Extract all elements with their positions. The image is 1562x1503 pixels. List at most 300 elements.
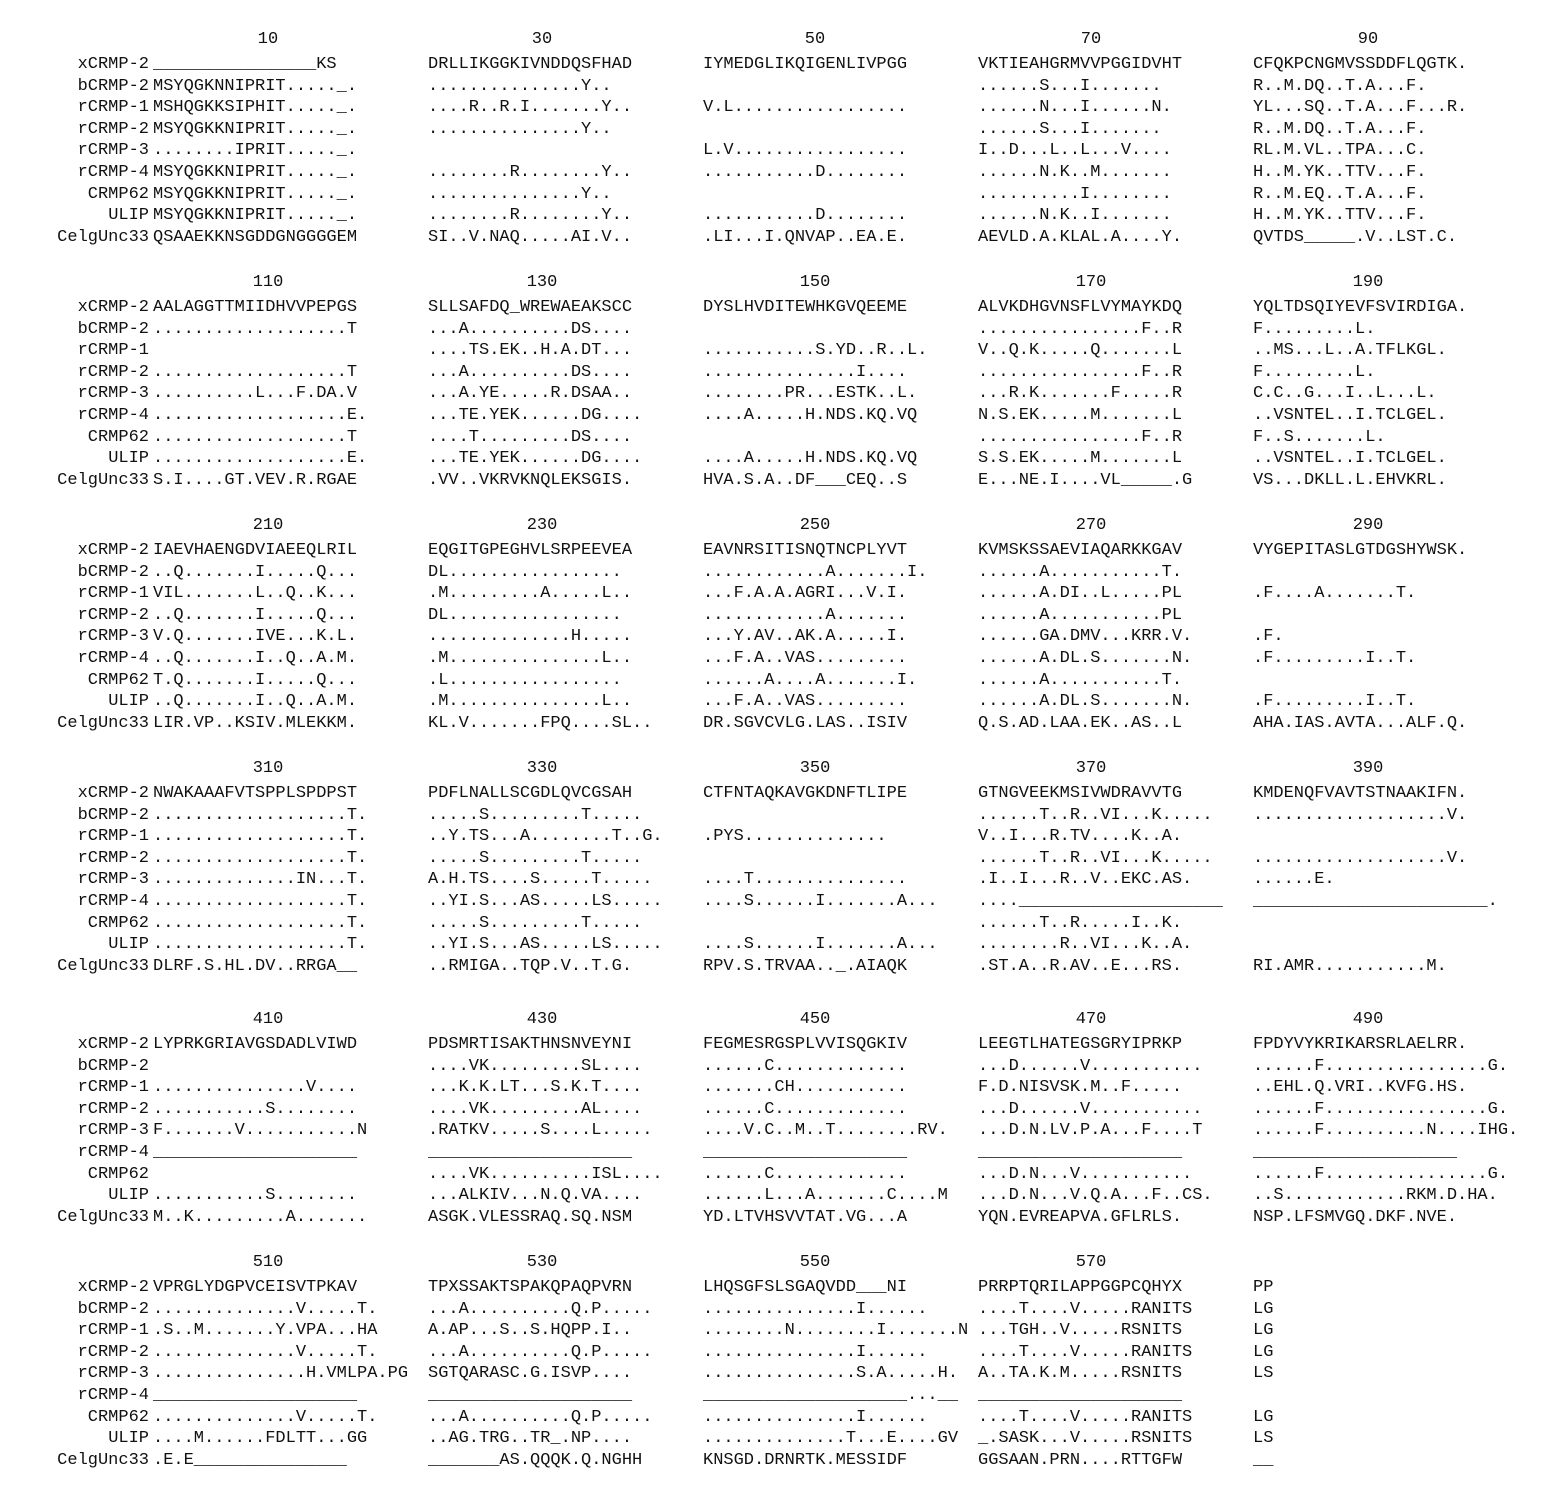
sequence-name: rCRMP-4 bbox=[77, 648, 149, 668]
sequence-segment: ...........S........ bbox=[153, 1099, 358, 1119]
sequence-row bbox=[0, 648, 1562, 670]
sequence-segment: ...............S.A.....H. bbox=[703, 1364, 959, 1384]
alignment-block bbox=[0, 30, 1562, 248]
sequence-segment: ......A....A.......I. bbox=[703, 670, 918, 690]
sequence-segment: ....VK.........AL.... bbox=[428, 1099, 643, 1119]
sequence-segment: LYPRKGRIAVGSDADLVIWD bbox=[153, 1035, 358, 1054]
sequence-segment: V.Q.......IVE...K.L. bbox=[153, 627, 358, 647]
sequence-segment: F.D.NISVSK.M..F..... bbox=[978, 1078, 1183, 1098]
sequence-segment: __ bbox=[1253, 1450, 1274, 1470]
sequence-row bbox=[0, 383, 1562, 405]
sequence-segment: ......C............. bbox=[703, 1056, 908, 1076]
position-tick: 190 bbox=[1352, 273, 1384, 292]
sequence-segment: LS bbox=[1253, 1429, 1274, 1449]
sequence-row bbox=[0, 913, 1562, 935]
sequence-segment: ......N...I......N. bbox=[978, 98, 1172, 118]
sequence-segment: AHA.IAS.AVTA...ALF.Q. bbox=[1253, 713, 1468, 733]
sequence-segment: .......CH........... bbox=[703, 1078, 908, 1098]
position-tick: 410 bbox=[252, 1010, 284, 1029]
sequence-segment: ......F..........N....IHG. bbox=[1253, 1121, 1519, 1141]
sequence-name: xCRMP-2 bbox=[77, 1278, 149, 1297]
sequence-row bbox=[0, 1034, 1562, 1056]
position-tick: 170 bbox=[1075, 273, 1107, 292]
sequence-segment: ..RMIGA..TQP.V..T.G. bbox=[428, 956, 633, 976]
sequence-segment: FPDYVYKRIKARSRLAELRR. bbox=[1253, 1035, 1468, 1054]
sequence-segment: ..Q.......I.....Q... bbox=[153, 562, 358, 582]
position-tick: 450 bbox=[799, 1010, 831, 1029]
sequence-segment: ...................T. bbox=[153, 891, 368, 911]
sequence-row bbox=[0, 540, 1562, 562]
sequence-segment: ...A..........Q.P..... bbox=[428, 1342, 653, 1362]
sequence-segment: F.......V...........N bbox=[153, 1121, 368, 1141]
sequence-segment: DL................. bbox=[428, 562, 622, 582]
sequence-segment: EAVNRSITISNQTNCPLYVT bbox=[703, 541, 908, 560]
sequence-segment: S.S.EK.....M.......L bbox=[978, 449, 1183, 469]
sequence-segment: ....VK.........SL.... bbox=[428, 1056, 643, 1076]
sequence-name: xCRMP-2 bbox=[77, 784, 149, 803]
sequence-segment: ......T..R..VI...K..... bbox=[978, 848, 1213, 868]
position-tick: 430 bbox=[526, 1010, 558, 1029]
sequence-segment: .M...............L.. bbox=[428, 648, 633, 668]
sequence-segment: PRRPTQRILAPPGGPCQHYX bbox=[978, 1278, 1183, 1297]
sequence-row bbox=[0, 1099, 1562, 1121]
sequence-segment: Q.S.AD.LAA.EK..AS..L bbox=[978, 713, 1183, 733]
sequence-segment: ...................V. bbox=[1253, 848, 1468, 868]
sequence-name: ULIP bbox=[108, 1429, 149, 1449]
sequence-row bbox=[0, 427, 1562, 449]
alignment-block bbox=[0, 759, 1562, 977]
sequence-row bbox=[0, 1342, 1562, 1364]
sequence-segment: IYMEDGLIKQIGENLIVPGG bbox=[703, 55, 908, 74]
sequence-segment: ......A.DL.S.......N. bbox=[978, 648, 1193, 668]
sequence-name: ULIP bbox=[108, 935, 149, 955]
sequence-name: ULIP bbox=[108, 206, 149, 226]
position-tick: 350 bbox=[799, 759, 831, 778]
sequence-name: rCRMP-2 bbox=[77, 119, 149, 139]
position-tick: 550 bbox=[799, 1253, 831, 1272]
sequence-segment: ...............I...... bbox=[703, 1342, 928, 1362]
sequence-segment: GTNGVEEKMSIVWDRAVVTG bbox=[978, 784, 1183, 803]
sequence-name: ULIP bbox=[108, 1186, 149, 1206]
sequence-name: rCRMP-2 bbox=[77, 605, 149, 625]
sequence-segment: ..Q.......I.....Q... bbox=[153, 605, 358, 625]
sequence-segment: ......N.K..I....... bbox=[978, 206, 1172, 226]
position-tick: 310 bbox=[252, 759, 284, 778]
sequence-segment: ....TS.EK..H.A.DT... bbox=[428, 341, 633, 361]
sequence-name: rCRMP-1 bbox=[77, 341, 149, 361]
sequence-segment: YQLTDSQIYEVFSVIRDIGA. bbox=[1253, 298, 1468, 317]
sequence-row bbox=[0, 184, 1562, 206]
sequence-segment: I..D...L..L...V.... bbox=[978, 141, 1172, 161]
position-tick: 30 bbox=[531, 30, 553, 49]
sequence-segment: ...TE.YEK......DG.... bbox=[428, 405, 643, 425]
sequence-segment: ...............I...... bbox=[703, 1299, 928, 1319]
sequence-segment: ..YI.S...AS.....LS..... bbox=[428, 935, 663, 955]
sequence-segment: ........N........I.......N bbox=[703, 1321, 969, 1341]
sequence-row bbox=[0, 54, 1562, 76]
position-ruler bbox=[0, 273, 1562, 297]
sequence-segment: MSYQGKKNIPRIT....._. bbox=[153, 206, 358, 226]
sequence-name: rCRMP-2 bbox=[77, 1342, 149, 1362]
sequence-row bbox=[0, 76, 1562, 98]
sequence-segment: .F.........I..T. bbox=[1253, 692, 1417, 712]
sequence-segment: RI.AMR...........M. bbox=[1253, 956, 1447, 976]
sequence-name: xCRMP-2 bbox=[77, 55, 149, 74]
sequence-segment: .PYS.............. bbox=[703, 827, 887, 847]
sequence-segment: ..............H..... bbox=[428, 627, 633, 647]
sequence-row bbox=[0, 670, 1562, 692]
sequence-segment: KMDENQFVAVTSTNAAKIFN. bbox=[1253, 784, 1468, 803]
sequence-segment: PDSMRTISAKTHNSNVEYNI bbox=[428, 1035, 633, 1054]
sequence-segment: V..Q.K.....Q.......L bbox=[978, 341, 1183, 361]
sequence-name: rCRMP-3 bbox=[77, 1121, 149, 1141]
sequence-segment: LG bbox=[1253, 1342, 1274, 1362]
sequence-row bbox=[0, 1056, 1562, 1078]
sequence-row bbox=[0, 340, 1562, 362]
sequence-segment: ...........S........ bbox=[153, 1186, 358, 1206]
sequence-row bbox=[0, 562, 1562, 584]
sequence-segment: .VV..VKRVKNQLEKSGIS. bbox=[428, 470, 633, 490]
sequence-segment: ...............Y.. bbox=[428, 119, 612, 139]
sequence-segment: .ST.A..R.AV..E...RS. bbox=[978, 956, 1183, 976]
sequence-name: CelgUnc33 bbox=[57, 1207, 149, 1227]
sequence-segment: ...........D........ bbox=[703, 162, 908, 182]
sequence-segment: DRLLIKGGKIVNDDQSFHAD bbox=[428, 55, 633, 74]
sequence-row bbox=[0, 362, 1562, 384]
alignment-block bbox=[0, 1253, 1562, 1471]
sequence-name: bCRMP-2 bbox=[77, 562, 149, 582]
sequence-segment: VIL.......L..Q..K... bbox=[153, 584, 358, 604]
sequence-segment: ...............V.... bbox=[153, 1078, 358, 1098]
position-tick: 370 bbox=[1075, 759, 1107, 778]
sequence-segment: LHQSGFSLSGAQVDD___NI bbox=[703, 1278, 908, 1297]
sequence-row bbox=[0, 162, 1562, 184]
sequence-name: rCRMP-3 bbox=[77, 141, 149, 161]
sequence-segment: R..M.DQ..T.A...F. bbox=[1253, 76, 1427, 96]
sequence-row bbox=[0, 605, 1562, 627]
sequence-segment: ...F.A.A.AGRI...V.I. bbox=[703, 584, 908, 604]
sequence-segment: ..........L...F.DA.V bbox=[153, 384, 358, 404]
sequence-segment: ..Y.TS...A........T..G. bbox=[428, 827, 663, 847]
sequence-segment: ____________________ bbox=[428, 1385, 633, 1405]
sequence-segment: H..M.YK..TTV...F. bbox=[1253, 206, 1427, 226]
sequence-row bbox=[0, 1185, 1562, 1207]
sequence-segment: R..M.DQ..T.A...F. bbox=[1253, 119, 1427, 139]
sequence-segment: YQN.EVREAPVA.GFLRLS. bbox=[978, 1207, 1183, 1227]
sequence-segment: N.S.EK.....M.......L bbox=[978, 405, 1183, 425]
sequence-segment: ......A...........T. bbox=[978, 670, 1183, 690]
sequence-segment: ..............T...E....GV bbox=[703, 1429, 959, 1449]
sequence-segment: ..VSNTEL..I.TCLGEL. bbox=[1253, 449, 1447, 469]
sequence-segment: FEGMESRGSPLVVISQGKIV bbox=[703, 1035, 908, 1054]
sequence-segment: ...................T bbox=[153, 362, 358, 382]
sequence-name: CRMP62 bbox=[87, 1407, 149, 1427]
sequence-segment: IAEVHAENGDVIAEEQLRIL bbox=[153, 541, 358, 560]
sequence-name: rCRMP-1 bbox=[77, 827, 149, 847]
sequence-segment: R..M.EQ..T.A...F. bbox=[1253, 184, 1427, 204]
sequence-segment: ..MS...L..A.TFLKGL. bbox=[1253, 341, 1447, 361]
sequence-segment: DLRF.S.HL.DV..RRGA__ bbox=[153, 956, 358, 976]
sequence-segment: PDFLNALLSCGDLQVCGSAH bbox=[428, 784, 633, 803]
sequence-segment: ...............H.VMLPA.PG bbox=[153, 1364, 409, 1384]
sequence-segment: ..............V.....T. bbox=[153, 1299, 378, 1319]
sequence-row bbox=[0, 297, 1562, 319]
position-tick: 230 bbox=[526, 516, 558, 535]
sequence-segment: ......C............. bbox=[703, 1164, 908, 1184]
sequence-segment: ...A..........DS.... bbox=[428, 319, 633, 339]
sequence-row bbox=[0, 1077, 1562, 1099]
sequence-segment: ......GA.DMV...KRR.V. bbox=[978, 627, 1193, 647]
sequence-segment: .F.........I..T. bbox=[1253, 648, 1417, 668]
sequence-row bbox=[0, 1428, 1562, 1450]
sequence-row bbox=[0, 956, 1562, 978]
sequence-segment: LEEGTLHATEGSGRYIPRKP bbox=[978, 1035, 1183, 1054]
sequence-segment: A.AP...S..S.HQPP.I.. bbox=[428, 1321, 633, 1341]
sequence-segment: EQGITGPEGHVLSRPEEVEA bbox=[428, 541, 633, 560]
sequence-row bbox=[0, 97, 1562, 119]
sequence-segment: ...............I.... bbox=[703, 362, 908, 382]
sequence-row bbox=[0, 1207, 1562, 1229]
position-tick: 290 bbox=[1352, 516, 1384, 535]
sequence-name: CRMP62 bbox=[87, 913, 149, 933]
sequence-segment: LIR.VP..KSIV.MLEKKM. bbox=[153, 713, 358, 733]
sequence-segment: ......F................G. bbox=[1253, 1056, 1509, 1076]
sequence-segment: RPV.S.TRVAA.._.AIAQK bbox=[703, 956, 908, 976]
sequence-segment: LG bbox=[1253, 1299, 1274, 1319]
sequence-segment: SI..V.NAQ.....AI.V.. bbox=[428, 227, 633, 247]
sequence-segment: L.V................. bbox=[703, 141, 908, 161]
sequence-segment: H..M.YK..TTV...F. bbox=[1253, 162, 1427, 182]
sequence-segment: A.H.TS....S.....T..... bbox=[428, 870, 653, 890]
sequence-segment: MSYQGKKNIPRIT....._. bbox=[153, 184, 358, 204]
sequence-row bbox=[0, 691, 1562, 713]
sequence-segment: C.C..G...I..L...L. bbox=[1253, 384, 1437, 404]
sequence-row bbox=[0, 405, 1562, 427]
sequence-segment: ...................V. bbox=[1253, 805, 1468, 825]
sequence-segment: ALVKDHGVNSFLVYMAYKDQ bbox=[978, 298, 1183, 317]
sequence-segment: ...A..........Q.P..... bbox=[428, 1299, 653, 1319]
sequence-segment: ...................E. bbox=[153, 405, 368, 425]
position-tick: 250 bbox=[799, 516, 831, 535]
sequence-segment: E...NE.I....VL_____.G bbox=[978, 470, 1193, 490]
sequence-name: CRMP62 bbox=[87, 184, 149, 204]
sequence-segment: AEVLD.A.KLAL.A....Y. bbox=[978, 227, 1183, 247]
sequence-segment: MSHQGKKSIPHIT....._. bbox=[153, 98, 358, 118]
sequence-segment: ..............V.....T. bbox=[153, 1407, 378, 1427]
sequence-row bbox=[0, 1120, 1562, 1142]
sequence-segment: ...D.N...V........... bbox=[978, 1164, 1193, 1184]
sequence-segment: ...TE.YEK......DG.... bbox=[428, 449, 643, 469]
sequence-segment: ..YI.S...AS.....LS..... bbox=[428, 891, 663, 911]
position-tick: 110 bbox=[252, 273, 284, 292]
alignment-block bbox=[0, 273, 1562, 491]
position-tick: 270 bbox=[1075, 516, 1107, 535]
sequence-segment: ...A.YE.....R.DSAA.. bbox=[428, 384, 633, 404]
sequence-segment: ASGK.VLESSRAQ.SQ.NSM bbox=[428, 1207, 633, 1227]
sequence-segment: ...................T. bbox=[153, 935, 368, 955]
sequence-segment: LG bbox=[1253, 1407, 1274, 1427]
sequence-row bbox=[0, 626, 1562, 648]
position-ruler bbox=[0, 30, 1562, 54]
sequence-segment: ....A.....H.NDS.KQ.VQ bbox=[703, 405, 918, 425]
sequence-segment: ......F................G. bbox=[1253, 1164, 1509, 1184]
sequence-segment: _______AS.QQQK.Q.NGHH bbox=[428, 1450, 643, 1470]
sequence-segment: V..I...R.TV....K..A. bbox=[978, 827, 1183, 847]
sequence-name: bCRMP-2 bbox=[77, 319, 149, 339]
sequence-segment: .RATKV.....S....L..... bbox=[428, 1121, 653, 1141]
sequence-segment: ......L...A.......C....M bbox=[703, 1186, 948, 1206]
position-tick: 470 bbox=[1075, 1010, 1107, 1029]
sequence-segment: .E.E_______________ bbox=[153, 1450, 347, 1470]
sequence-row bbox=[0, 713, 1562, 735]
sequence-segment: ...R.K.......F.....R bbox=[978, 384, 1183, 404]
position-tick: 530 bbox=[526, 1253, 558, 1272]
sequence-segment: M..K.........A....... bbox=[153, 1207, 368, 1227]
sequence-segment: .....S.........T..... bbox=[428, 805, 643, 825]
position-tick: 70 bbox=[1080, 30, 1102, 49]
sequence-segment: ____________________ bbox=[978, 1385, 1183, 1405]
sequence-segment: ..S............RKM.D.HA. bbox=[1253, 1186, 1498, 1206]
sequence-row bbox=[0, 869, 1562, 891]
sequence-segment: ........PR...ESTK..L. bbox=[703, 384, 918, 404]
sequence-segment: ....T....V.....RANITS bbox=[978, 1342, 1193, 1362]
position-tick: 150 bbox=[799, 273, 831, 292]
sequence-segment: S.I....GT.VEV.R.RGAE bbox=[153, 470, 358, 490]
sequence-name: CelgUnc33 bbox=[57, 1450, 149, 1470]
sequence-segment: ............A....... bbox=[703, 605, 908, 625]
sequence-segment: ................F..R bbox=[978, 362, 1183, 382]
sequence-segment: ........R..VI...K..A. bbox=[978, 935, 1193, 955]
sequence-segment: .LI...I.QNVAP..EA.E. bbox=[703, 227, 908, 247]
sequence-segment: PP bbox=[1253, 1278, 1274, 1297]
sequence-name: rCRMP-2 bbox=[77, 848, 149, 868]
sequence-row bbox=[0, 1299, 1562, 1321]
sequence-segment: QVTDS_____.V..LST.C. bbox=[1253, 227, 1458, 247]
sequence-segment: .L................. bbox=[428, 670, 622, 690]
sequence-segment: ...K.K.LT...S.K.T.... bbox=[428, 1078, 643, 1098]
sequence-segment: ...................T. bbox=[153, 805, 368, 825]
sequence-segment: ..............IN...T. bbox=[153, 870, 368, 890]
sequence-segment: ....T.........DS.... bbox=[428, 427, 633, 447]
sequence-name: bCRMP-2 bbox=[77, 1299, 149, 1319]
position-ruler bbox=[0, 759, 1562, 783]
sequence-segment: ........R........Y.. bbox=[428, 162, 633, 182]
sequence-segment: ......T..R..VI...K..... bbox=[978, 805, 1213, 825]
sequence-segment: .S..M.......Y.VPA...HA bbox=[153, 1321, 378, 1341]
sequence-segment: KVMSKSSAEVIAQARKKGAV bbox=[978, 541, 1183, 560]
sequence-name: xCRMP-2 bbox=[77, 298, 149, 317]
sequence-segment: ...Y.AV..AK.A.....I. bbox=[703, 627, 908, 647]
sequence-row bbox=[0, 205, 1562, 227]
sequence-segment: MSYQGKNNIPRIT....._. bbox=[153, 76, 358, 96]
sequence-row bbox=[0, 140, 1562, 162]
sequence-segment: ....____________________ bbox=[978, 891, 1223, 911]
sequence-segment: ________________KS bbox=[153, 55, 337, 74]
sequence-segment: ____________________ bbox=[153, 1385, 358, 1405]
sequence-segment: ...D.N.LV.P.A...F....T bbox=[978, 1121, 1203, 1141]
sequence-row bbox=[0, 227, 1562, 249]
sequence-segment: .M...............L.. bbox=[428, 692, 633, 712]
sequence-segment: ...............Y.. bbox=[428, 76, 612, 96]
sequence-row bbox=[0, 891, 1562, 913]
sequence-segment: GGSAAN.PRN....RTTGFW bbox=[978, 1450, 1183, 1470]
sequence-name: CelgUnc33 bbox=[57, 713, 149, 733]
sequence-row bbox=[0, 783, 1562, 805]
sequence-segment: ...A..........DS.... bbox=[428, 362, 633, 382]
position-ruler bbox=[0, 516, 1562, 540]
sequence-segment: ..VSNTEL..I.TCLGEL. bbox=[1253, 405, 1447, 425]
sequence-segment: SLLSAFDQ_WREWAEAKSCC bbox=[428, 298, 633, 317]
sequence-segment: ...D......V........... bbox=[978, 1056, 1203, 1076]
sequence-segment: ____________________ bbox=[428, 1142, 633, 1162]
sequence-name: rCRMP-3 bbox=[77, 1364, 149, 1384]
sequence-row bbox=[0, 448, 1562, 470]
sequence-name: bCRMP-2 bbox=[77, 1056, 149, 1076]
position-tick: 10 bbox=[257, 30, 279, 49]
sequence-segment: ...................T. bbox=[153, 827, 368, 847]
position-tick: 510 bbox=[252, 1253, 284, 1272]
sequence-row bbox=[0, 1320, 1562, 1342]
sequence-segment: ____________________ bbox=[703, 1142, 908, 1162]
sequence-segment: LG bbox=[1253, 1321, 1274, 1341]
sequence-segment: ...........S.YD..R..L. bbox=[703, 341, 928, 361]
sequence-row bbox=[0, 826, 1562, 848]
sequence-row bbox=[0, 583, 1562, 605]
sequence-segment: ....T....V.....RANITS bbox=[978, 1299, 1193, 1319]
sequence-row bbox=[0, 319, 1562, 341]
sequence-segment: ....S......I.......A... bbox=[703, 891, 938, 911]
sequence-segment: ...F.A..VAS......... bbox=[703, 692, 908, 712]
position-tick: 490 bbox=[1352, 1010, 1384, 1029]
sequence-segment: ......F................G. bbox=[1253, 1099, 1509, 1119]
position-tick: 90 bbox=[1357, 30, 1379, 49]
sequence-segment: ................F..R bbox=[978, 427, 1183, 447]
sequence-segment: ...................T bbox=[153, 427, 358, 447]
sequence-name: CRMP62 bbox=[87, 427, 149, 447]
sequence-name: CRMP62 bbox=[87, 1164, 149, 1184]
sequence-name: xCRMP-2 bbox=[77, 1035, 149, 1054]
sequence-segment: VPRGLYDGPVCEISVTPKAV bbox=[153, 1278, 358, 1297]
sequence-segment: TPXSSAKTSPAKQPAQPVRN bbox=[428, 1278, 633, 1297]
sequence-segment: ...............Y.. bbox=[428, 184, 612, 204]
sequence-segment: ....S......I.......A... bbox=[703, 935, 938, 955]
sequence-segment: ......A...........T. bbox=[978, 562, 1183, 582]
sequence-name: rCRMP-1 bbox=[77, 98, 149, 118]
sequence-row bbox=[0, 119, 1562, 141]
sequence-segment: ......A.DI..L.....PL bbox=[978, 584, 1183, 604]
sequence-segment: ____________________ bbox=[153, 1142, 358, 1162]
sequence-segment: HVA.S.A..DF___CEQ..S bbox=[703, 470, 908, 490]
sequence-segment: DYSLHVDITEWHKGVQEEME bbox=[703, 298, 908, 317]
sequence-row bbox=[0, 848, 1562, 870]
sequence-segment: NSP.LFSMVGQ.DKF.NVE. bbox=[1253, 1207, 1458, 1227]
sequence-segment: KNSGD.DRNRTK.MESSIDF bbox=[703, 1450, 908, 1470]
sequence-segment: ......S...I....... bbox=[978, 76, 1162, 96]
sequence-segment: ........IPRIT....._. bbox=[153, 141, 358, 161]
position-tick: 330 bbox=[526, 759, 558, 778]
sequence-segment: ......T..R.....I..K. bbox=[978, 913, 1183, 933]
sequence-segment: F..S.......L. bbox=[1253, 427, 1386, 447]
sequence-name: rCRMP-1 bbox=[77, 1321, 149, 1341]
sequence-name: rCRMP-4 bbox=[77, 1142, 149, 1162]
sequence-segment: NWAKAAAFVTSPPLSPDPST bbox=[153, 784, 358, 803]
sequence-segment: ...D.N...V.Q.A...F..CS. bbox=[978, 1186, 1213, 1206]
sequence-row bbox=[0, 470, 1562, 492]
sequence-segment: ........R........Y.. bbox=[428, 206, 633, 226]
sequence-row bbox=[0, 805, 1562, 827]
sequence-segment: SGTQARASC.G.ISVP.... bbox=[428, 1364, 633, 1384]
sequence-row bbox=[0, 1142, 1562, 1164]
